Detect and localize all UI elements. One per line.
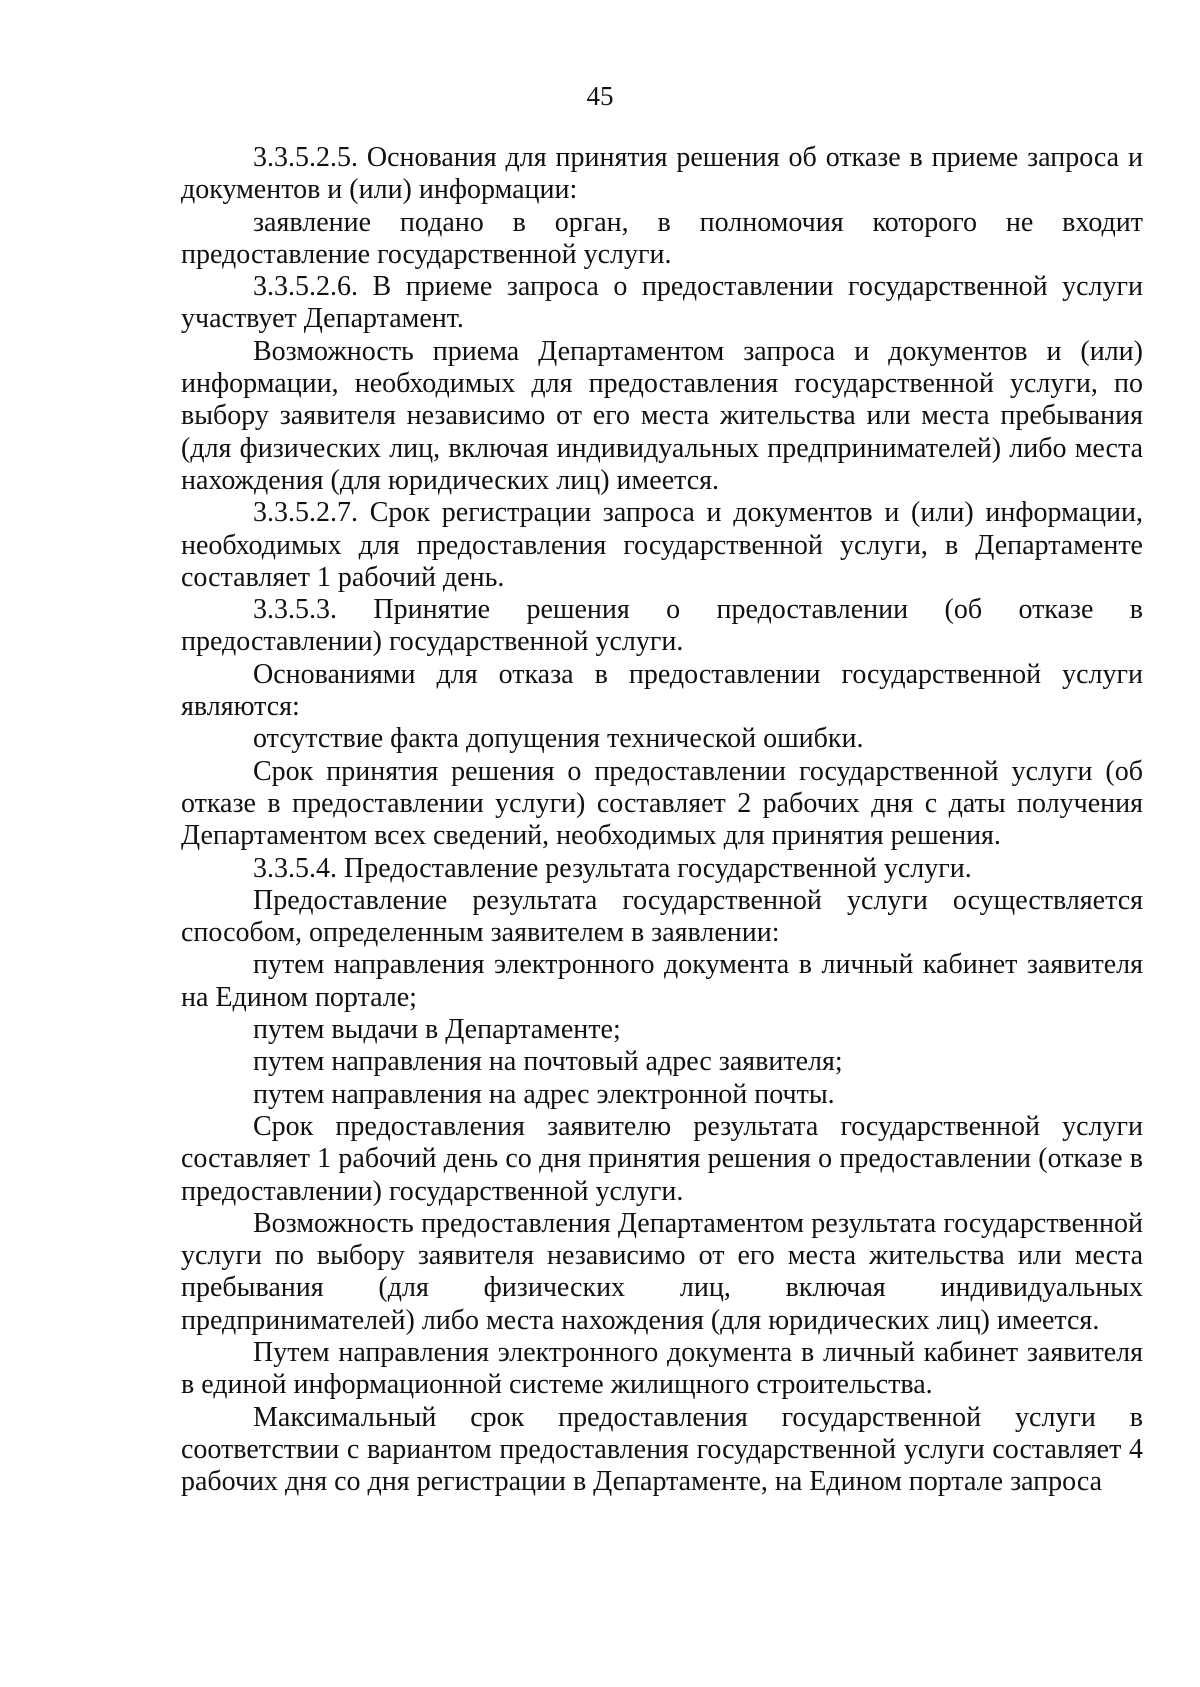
paragraph-result-method: Предоставление результата государственной услуги осуществляется способом, определенным заявителем в заявлении: — [181, 884, 1143, 949]
paragraph-3-3-5-2-5: 3.3.5.2.5. Основания для принятия решения об отказе в приеме запроса и документов и (или) информации: — [181, 142, 1143, 206]
paragraph-refusal-ground: заявление подано в орган, в полномочия которого не входит предоставление государственной услуги. — [181, 206, 1143, 270]
paragraph-no-technical-error: отсутствие факта допущения технической ошибки. — [253, 723, 864, 755]
list-item-department-issue: путем выдачи в Департаменте; — [253, 1014, 621, 1046]
page-number: 45 — [586, 81, 614, 111]
paragraph-max-term: Максимальный срок предоставления государственной услуги в соответствии с вариантом предоставления государственной услуги составляет 4 рабочих дня со дня регистрации в Департаменте, на Едином портале запроса — [181, 1401, 1143, 1498]
list-item-personal-cabinet: путем направления электронного документа в личный кабинет заявителя на Едином портале; — [181, 949, 1143, 1013]
list-item-postal-address: путем направления на почтовый адрес заявителя; — [253, 1046, 843, 1078]
paragraph-result-term: Срок предоставления заявителю результата государственной услуги составляет 1 рабочий день со дня принятия решения о предоставлении (отказе в предоставлении) государственной услуги. — [181, 1110, 1143, 1207]
paragraph-3-3-5-2-6: 3.3.5.2.6. В приеме запроса о предоставлении государственной услуги участвует Департамент. — [181, 271, 1143, 335]
document-body — [181, 142, 1143, 1498]
paragraph-3-3-5-3: 3.3.5.3. Принятие решения о предоставлении (об отказе в предоставлении) государственной услуги. — [181, 594, 1143, 658]
paragraph-housing-system: Путем направления электронного документа в личный кабинет заявителя в единой информационной системе жилищного строительства. — [181, 1336, 1143, 1401]
paragraph-refusal-grounds: Основаниями для отказа в предоставлении государственной услуги являются: — [181, 658, 1143, 723]
paragraph-3-3-5-2-7: 3.3.5.2.7. Срок регистрации запроса и документов и (или) информации, необходимых для предоставления государственной услуги, в Департаменте составляет 1 рабочий день. — [181, 497, 1143, 593]
paragraph-3-3-5-4: 3.3.5.4. Предоставление результата государственной услуги. — [253, 852, 972, 884]
paragraph-decision-term: Срок принятия решения о предоставлении государственной услуги (об отказе в предоставлении услуги) составляет 2 рабочих дня с даты получения Департаментом всех сведений, необходимых для принятия решения. — [181, 755, 1143, 852]
list-item-email: путем направления на адрес электронной почты. — [253, 1078, 835, 1110]
paragraph-result-possibility: Возможность предоставления Департаментом результата государственной услуги по выбору заявителя независимо от его места жительства или места пребывания (для физических лиц, включая индивидуальных предпринимателей) либо места нахождения (для юридических лиц) имеется. — [181, 1207, 1143, 1336]
paragraph-reception-possibility: Возможность приема Департаментом запроса и документов и (или) информации, необходимых для предоставления государственной услуги, по выбору заявителя независимо от его места жительства или места пребывания (для физических лиц, включая индивидуальных предпринимателей) либо места нахождения (для юридических лиц) имеется. — [181, 335, 1143, 496]
